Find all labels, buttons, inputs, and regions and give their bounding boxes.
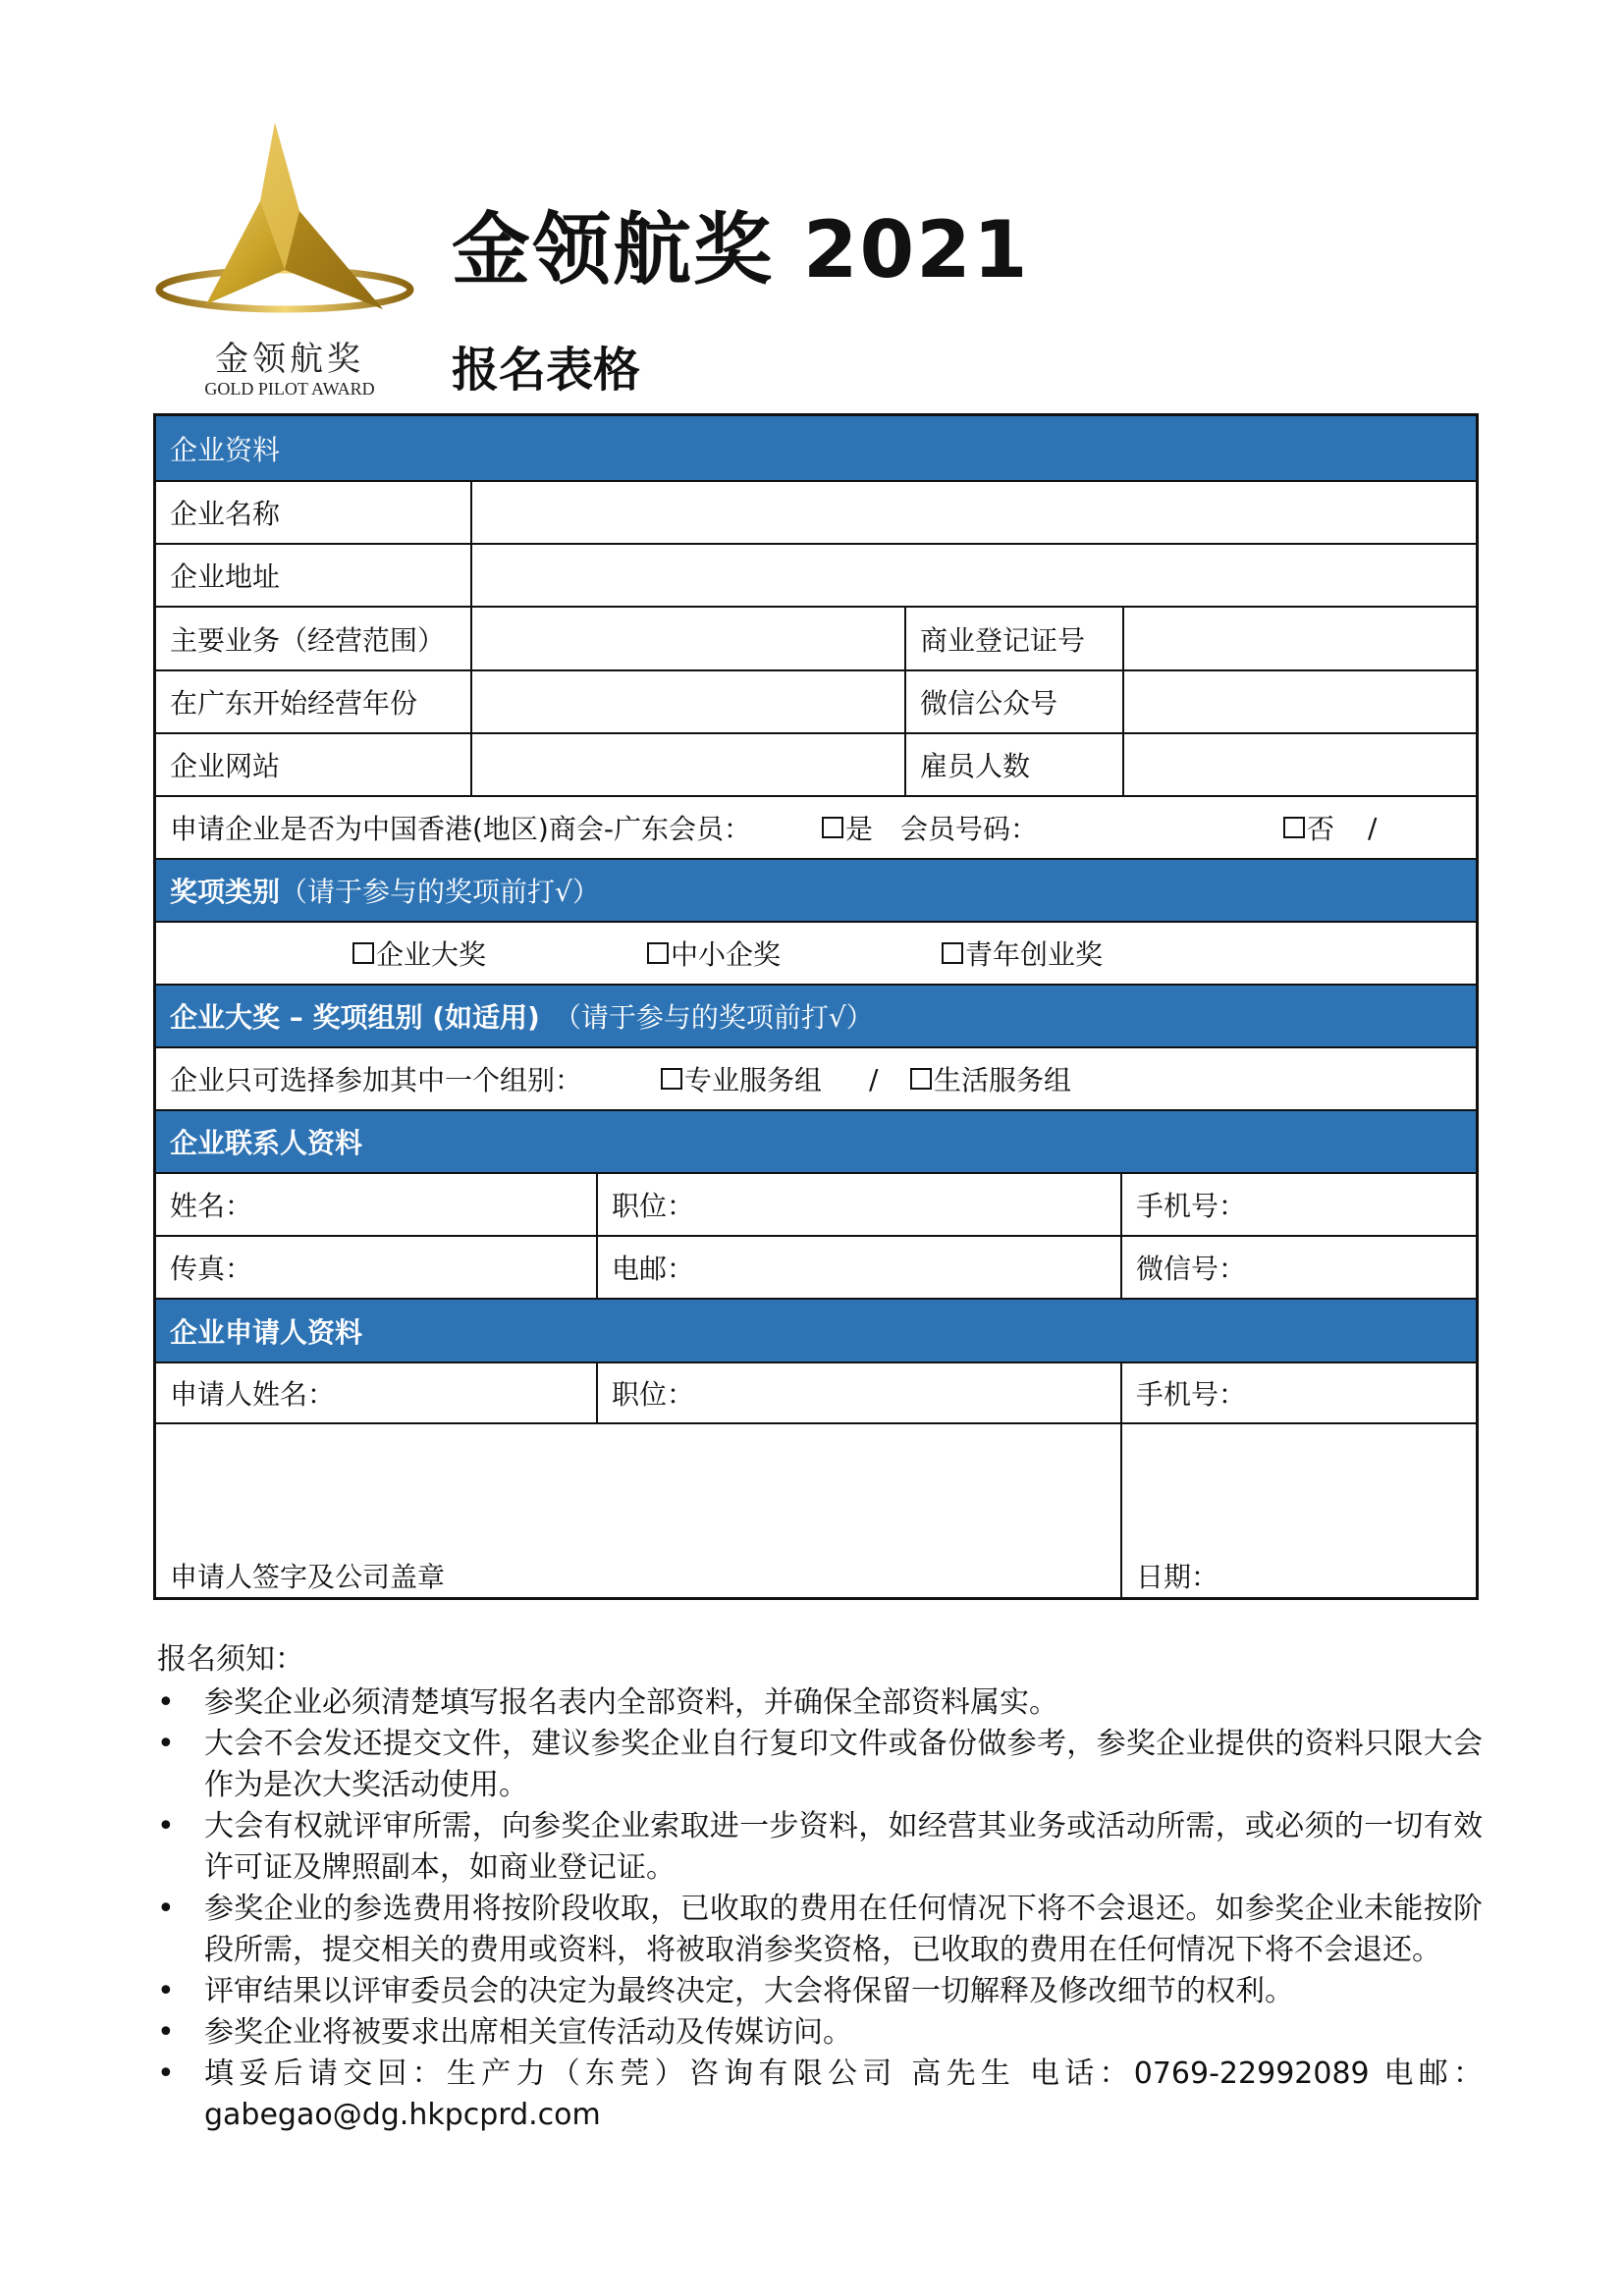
checkbox-group-professional[interactable] [661, 1068, 682, 1090]
reg-no-field[interactable] [1124, 608, 1476, 669]
no-label: 否 [1307, 813, 1335, 845]
note-item: • 参奖企业的参选费用将按阶段收取，已收取的费用在任何情况下将不会退还。如参奖企业未能按阶段所需，提交相关的费用或资料，将被取消参奖资格，已收取的费用在任何情况下将不会退还。 [157, 1889, 1483, 1971]
group-label: 生活服务组 [934, 1064, 1072, 1096]
group-select-row [156, 1046, 1476, 1109]
award-option-sme[interactable] [633, 923, 879, 984]
notes-title: 报名须知： [157, 1642, 304, 1677]
group-slash: / [869, 1062, 879, 1095]
section-header-company-info [156, 416, 1476, 480]
award-label: 企业大奖 [376, 938, 487, 971]
group-title: 企业大奖 – 奖项组别 (如适用) [170, 1001, 540, 1034]
section-header-award-category [156, 858, 1476, 921]
award-category-title: 奖项类别 [170, 876, 281, 908]
note-item: • 参奖企业必须清楚填写报名表内全部资料，并确保全部资料属实。 [157, 1682, 1483, 1724]
checkbox-yes[interactable] [822, 817, 843, 838]
group-label: 专业服务组 [684, 1064, 823, 1096]
registration-notes [157, 1639, 1483, 2136]
start-year-label: 在广东开始经营年份 [170, 687, 418, 720]
section-title [156, 986, 1476, 1046]
company-name-label: 企业名称 [170, 498, 281, 530]
note-item: • 大会不会发还提交文件，建议参奖企业自行复印文件或备份做参考，参奖企业提供的资料只限大会作为是次大奖活动使用。 [157, 1724, 1483, 1806]
logo-chinese-text: 金领航奖 [215, 340, 364, 379]
business-label: 主要业务（经营范围） [170, 623, 446, 657]
contact-fax-field[interactable]: 传真： [170, 1253, 253, 1285]
signature-row [156, 1422, 1476, 1597]
applicant-name-field[interactable]: 申请人姓名： [170, 1378, 336, 1411]
award-label: 中小企奖 [671, 938, 782, 971]
note-item: • 评审结果以评审委员会的决定为最终决定，大会将保留一切解释及修改细节的权利。 [157, 1971, 1483, 2012]
contact-position-field[interactable]: 职位： [612, 1190, 695, 1222]
note-item: • 大会有权就评审所需，向参奖企业索取进一步资料，如经营其业务或活动所需，或必须的一切有效许可证及牌照副本，如商业登记证。 [157, 1806, 1483, 1889]
group-hint: （请于参与的奖项前打√） [553, 1001, 874, 1034]
group-option-lifestyle[interactable] [896, 1048, 1112, 1109]
member-slash: / [1368, 811, 1378, 844]
page-title: 金领航奖 2021 [452, 204, 1030, 295]
note-item: • 填妥后请交回：生产力（东莞）咨询有限公司 高先生 电话：0769-22992089 电邮：gabegao@dg.hkpcprd.com [157, 2054, 1483, 2136]
company-address-label: 企业地址 [170, 561, 281, 593]
contact-mobile-field[interactable]: 手机号： [1136, 1190, 1247, 1222]
applicant-row [156, 1362, 1476, 1422]
company-name-field[interactable] [472, 482, 1476, 543]
website-field[interactable] [472, 734, 904, 795]
checkbox-award-enterprise[interactable] [352, 942, 374, 964]
section-header-applicant [156, 1298, 1476, 1362]
applicant-mobile-field[interactable]: 手机号： [1136, 1378, 1247, 1411]
start-year-row [156, 669, 1476, 732]
company-address-row [156, 543, 1476, 606]
checkbox-award-youth[interactable] [942, 942, 963, 964]
applicant-position-field[interactable]: 职位： [612, 1378, 695, 1411]
award-option-enterprise[interactable] [339, 923, 584, 984]
section-title [156, 860, 1476, 921]
group-select-label: 企业只可选择参加其中一个组别： [170, 1064, 583, 1096]
section-title: 企业联系人资料 [170, 1127, 363, 1159]
notes-list [157, 1682, 1483, 2136]
start-year-field[interactable] [472, 671, 904, 732]
contact-email-field[interactable]: 电邮： [612, 1253, 695, 1285]
website-label: 企业网站 [170, 750, 281, 782]
note-item: • 参奖企业将被要求出席相关宣传活动及传媒访问。 [157, 2012, 1483, 2054]
member-yes-option[interactable] [808, 797, 887, 858]
business-row [156, 606, 1476, 669]
date-field[interactable]: 日期： [1136, 1561, 1219, 1593]
group-option-professional[interactable] [647, 1048, 843, 1109]
member-no-label: 会员号码： [900, 813, 1039, 845]
award-options-row [156, 921, 1476, 984]
section-title: 企业资料 [170, 433, 281, 466]
company-address-field[interactable] [472, 545, 1476, 606]
contact-row-1 [156, 1172, 1476, 1235]
award-category-hint: （请于参与的奖项前打√） [280, 876, 600, 908]
contact-name-field[interactable]: 姓名： [170, 1190, 253, 1222]
award-option-youth[interactable] [928, 923, 1173, 984]
website-row [156, 732, 1476, 795]
employees-label: 雇员人数 [920, 750, 1031, 782]
award-label: 青年创业奖 [965, 938, 1104, 971]
wechat-account-label: 微信公众号 [920, 687, 1058, 720]
employees-field[interactable] [1124, 734, 1476, 795]
logo-english-text: GOLD PILOT AWARD [204, 379, 375, 399]
trophy-star-icon [147, 118, 432, 324]
checkbox-award-sme[interactable] [647, 942, 669, 964]
member-question: 申请企业是否为中国香港(地区)商会-广东会员： [170, 813, 751, 845]
page-subtitle: 报名表格 [452, 343, 641, 398]
reg-no-label: 商业登记证号 [920, 623, 1086, 657]
signature-field[interactable]: 申请人签字及公司盖章 [170, 1561, 446, 1593]
section-header-contact [156, 1109, 1476, 1172]
checkbox-no[interactable] [1283, 817, 1305, 838]
contact-row-2 [156, 1235, 1476, 1298]
yes-label: 是 [845, 813, 874, 845]
section-title: 企业申请人资料 [170, 1315, 363, 1349]
checkbox-group-lifestyle[interactable] [910, 1068, 932, 1090]
contact-wechat-field[interactable]: 微信号： [1136, 1253, 1247, 1285]
wechat-account-field[interactable] [1124, 671, 1476, 732]
section-header-group [156, 984, 1476, 1046]
member-no-option[interactable] [1270, 797, 1387, 858]
company-name-row [156, 480, 1476, 543]
gold-pilot-award-logo [147, 118, 432, 412]
member-row [156, 795, 1476, 858]
registration-form [153, 413, 1479, 1600]
